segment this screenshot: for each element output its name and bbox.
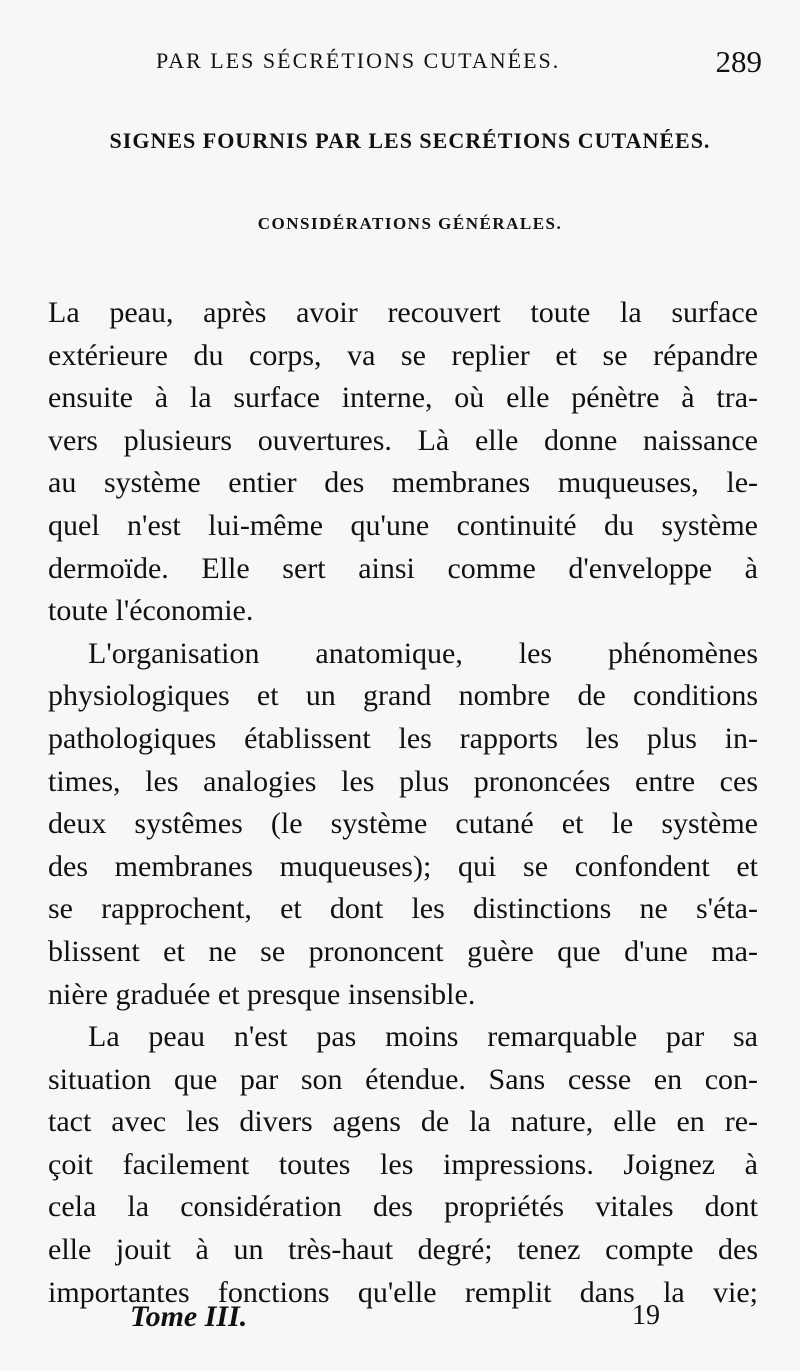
text-line: extérieure du corps, va se replier et se répandre: [48, 338, 758, 372]
volume-label: Tome III.: [130, 1300, 248, 1333]
text-line: blissent et ne se prononcent guère que d'une ma-: [48, 934, 758, 968]
text-line: çoit facilement toutes les impressions. Joignez à: [48, 1147, 758, 1181]
text-line: times, les analogies les plus prononcées entre ces: [48, 764, 758, 798]
text-line: dermoïde. Elle sert ainsi comme d'enveloppe à: [48, 551, 758, 585]
page-footer: [130, 1300, 690, 1340]
section-title: SIGNES FOURNIS PAR LES SECRÉTIONS CUTANÉES.: [109, 128, 711, 153]
text-line: toute l'économie.: [48, 594, 254, 628]
text-line: elle jouit à un très-haut degré; tenez compte des: [48, 1233, 758, 1267]
text-line: quel n'est lui-même qu'une continuité du système: [48, 508, 758, 542]
text-line: situation que par son étendue. Sans cesse en con-: [48, 1062, 758, 1096]
text-line: L'organisation anatomique, les phénomènes: [88, 636, 758, 670]
text-line: cela la considération des propriétés vitales dont: [48, 1190, 758, 1224]
text-line: importantes fonctions qu'elle remplit dans la vie;: [48, 1275, 758, 1309]
text-line: se rapprochent, et dont les distinctions ne s'éta-: [48, 892, 758, 926]
text-line: physiologiques et un grand nombre de conditions: [48, 679, 758, 713]
text-line: pathologiques établissent les rapports les plus in-: [48, 721, 758, 755]
body-text: [48, 292, 758, 1314]
text-line: deux systêmes (le système cutané et le système: [48, 807, 758, 841]
text-line: vers plusieurs ouvertures. Là elle donne naissance: [48, 423, 758, 457]
text-line: ensuite à la surface interne, où elle pénètre à tra-: [48, 381, 758, 415]
text-line: La peau n'est pas moins remarquable par sa: [88, 1020, 758, 1054]
running-title: PAR LES SÉCRÉTIONS CUTANÉES.: [156, 48, 561, 73]
running-head: [150, 44, 770, 78]
text-line: nière graduée et presque insensible.: [48, 977, 476, 1011]
page-number: 289: [715, 44, 762, 79]
text-line: au système entier des membranes muqueuses, le-: [48, 466, 758, 500]
text-line: La peau, après avoir recouvert toute la surface: [48, 296, 758, 329]
text-line: tact avec les divers agens de la nature, elle en re-: [48, 1105, 758, 1139]
signature-mark: 19: [632, 1300, 660, 1331]
text-line: des membranes muqueuses); qui se confondent et: [48, 849, 758, 883]
subsection-title: CONSIDÉRATIONS GÉNÉRALES.: [257, 214, 563, 233]
